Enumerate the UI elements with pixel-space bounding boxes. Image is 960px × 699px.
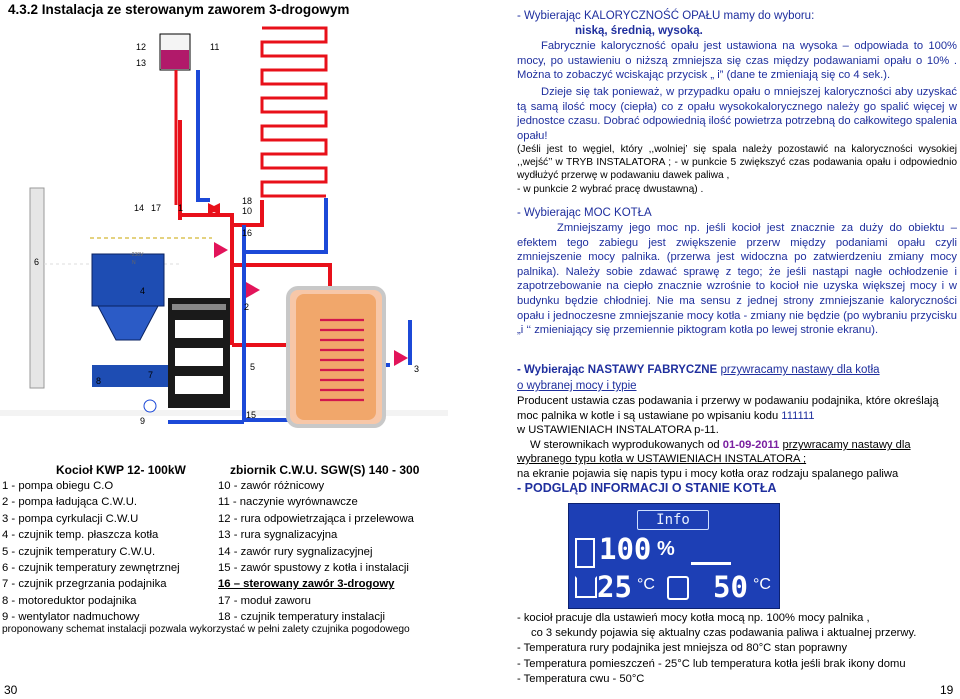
house-icon bbox=[575, 576, 597, 598]
radiator-coil bbox=[262, 28, 326, 196]
s3-paragraph-1: Producent ustawia czas podawania i przerwy w podawaniu podajnika, które określają moc palnika w kotle i są ustawiane po wpisaniu kodu 111111 w USTAWIENIACH INSTALATORA p-11. bbox=[517, 395, 939, 437]
tap-icon bbox=[667, 576, 689, 600]
screen-t2-unit: °C bbox=[753, 576, 771, 593]
screen-power-unit: % bbox=[657, 538, 675, 560]
label-8: 8 bbox=[96, 376, 102, 386]
legend-row: 8 - motoreduktor podajnika 17 - moduł zaworu bbox=[2, 594, 311, 607]
s1-paragraph-3: (Jeśli jest to węgiel, który ,,wolniej’ się spala należy pozostawić na kaloryczności wysokiej ,,wejść’’ w TRYB INSTALATORA ; - w punkcie 5 zwiększyć czas podawania opału i odpowiednio wydłużyć przerwę w podawaniu dawek paliwa , bbox=[517, 144, 957, 182]
controller-screen bbox=[568, 503, 780, 609]
label-16: 16 bbox=[242, 228, 253, 238]
label-5: 5 bbox=[250, 362, 256, 372]
section-title: 4.3.2 Instalacja ze sterowanym zaworem 3-drogowym bbox=[8, 2, 350, 17]
house-wall bbox=[30, 188, 44, 388]
boiler-heading: Kocioł KWP 12- 100kW bbox=[56, 463, 186, 477]
legend-row: 5 - czujnik temperatury C.W.U. 14 - zawór rury sygnalizacyjnej bbox=[2, 545, 373, 558]
label-1: 1 bbox=[178, 203, 184, 213]
legend-row: 6 - czujnik temperatury zewnętrznej 15 - zawór spustowy z kotła i instalacji bbox=[2, 561, 409, 574]
s1-paragraph-2: Dzieje się tak ponieważ, w przypadku opału o mniejszej kaloryczności aby uzyskać tą samą ilość mocy (ciepła) co z opału wysokokalorycznego należy go spalić więcej w jednostce czasu. Dobrać odpowiednią ilość powietrza potrzebną do całkowitego spalenia opału! bbox=[517, 86, 957, 142]
page-number-left: 30 bbox=[4, 683, 18, 697]
screen-title: Info bbox=[637, 510, 709, 530]
dhw-tank bbox=[288, 288, 384, 426]
legend-note: proponowany schemat instalacji pozwala wykorzystać w pełni zalety czujnika pogodowego bbox=[2, 624, 410, 635]
screen-power: 100 bbox=[599, 532, 652, 566]
page-number-right: 19 bbox=[940, 683, 954, 697]
label-10: 10 bbox=[242, 206, 253, 216]
s4-heading: - PODGLĄD INFORMACJI O STANIE KOTŁA bbox=[517, 481, 777, 495]
legend-row: 2 - pompa ładująca C.W.U. 11 - naczynie wyrównawcze bbox=[2, 496, 358, 509]
bullet-item: - kocioł pracuje dla ustawień mocy kotła mocą np. 100% mocy palnika , bbox=[517, 612, 870, 624]
s3-line-2: o wybranej mocy i typie bbox=[517, 380, 637, 392]
s3-paragraph-2-line-2: wybranego typu kotła w USTAWIENIACH INSTALATORA ; bbox=[517, 453, 807, 465]
s3-paragraph-2: W sterownikach wyprodukowanych od 01-09-2011 przywracamy nastawy dla bbox=[530, 439, 911, 451]
legend-row: 1 - pompa obiegu C.O 10 - zawór różnicowy bbox=[2, 480, 325, 492]
screen-t1: 25 bbox=[597, 570, 632, 604]
feeder-icon bbox=[691, 536, 731, 565]
installation-diagram bbox=[0, 20, 448, 460]
bullet-item: - Temperatura pomieszczeń - 25°C lub temperatura kotła jeśli brak ikony domu bbox=[517, 657, 906, 670]
bullet-item: - Temperatura rury podajnika jest mniejsza od 80°C stan poprawny bbox=[517, 642, 848, 655]
label-13: 13 bbox=[136, 58, 147, 68]
s3-paragraph-3: na ekranie pojawia się napis typu i mocy kotła oraz rodzaju spalanego paliwa bbox=[517, 468, 899, 480]
label-2: 2 bbox=[244, 302, 250, 312]
label-4: 4 bbox=[140, 286, 146, 296]
bullet-item: - Temperatura cwu - 50°C bbox=[517, 672, 645, 685]
label-12: 12 bbox=[136, 42, 147, 52]
tank-heading: zbiornik C.W.U. SGW(S) 140 - 300 bbox=[230, 463, 420, 477]
label-n: N bbox=[132, 260, 136, 266]
s1-heading: - Wybierając KALORYCZNOŚĆ OPAŁU mamy do wyboru: bbox=[517, 10, 815, 22]
s1-options: niską, średnią, wysoką. bbox=[575, 25, 703, 37]
screen-t1-unit: °C bbox=[637, 576, 655, 593]
screen-t2: 50 bbox=[713, 570, 748, 604]
label-230v: -230V bbox=[130, 252, 144, 258]
label-17: 17 bbox=[151, 203, 162, 213]
legend-row: 7 - czujnik przegrzania podajnika 16 – sterowany zawór 3-drogowy bbox=[2, 578, 395, 591]
label-11: 11 bbox=[210, 42, 220, 52]
label-9: 9 bbox=[140, 416, 146, 426]
diagram-svg bbox=[0, 20, 448, 460]
legend-row: 4 - czujnik temp. płaszcza kotła 13 - rura sygnalizacyjna bbox=[2, 529, 338, 542]
label-15: 15 bbox=[246, 410, 257, 420]
legend-row: 9 - wentylator nadmuchowy 18 - czujnik temperatury instalacji bbox=[2, 611, 386, 624]
label-18: 18 bbox=[242, 196, 253, 206]
s1-paragraph-3-last: - w punkcie 2 wybrać pracę dwustawną) . bbox=[517, 184, 704, 195]
s3-heading: - Wybierając NASTAWY FABRYCZNE przywracamy nastawy dla kotła bbox=[517, 364, 880, 376]
label-6: 6 bbox=[34, 257, 40, 267]
bullet-item: co 3 sekundy pojawia się aktualny czas podawania paliwa i aktualnej przerwy. bbox=[531, 627, 917, 640]
label-7: 7 bbox=[148, 370, 154, 380]
s2-paragraph: Zmniejszamy jego moc np. jeśli kocioł jest znacznie za duży do obiektu – efektem tego zabiegu jest zwiększenie przerw między podaniami opału czyli zmniejszenie mocy palnika. (przerwa jest widoczna po zatwierdzeniu zmiany mocy palnika). Należy sobie zdawać sprawę z tego; że jeśli nastąpi nagłe ochłodzenie i zapotrzebowanie na ciepło znacznie wzrośnie to kocioł nie uzyska większej mocy i w budynku będzie chłodniej. Nie ma sensu z jednej strony zmniejszanie kaloryczności opału i jednoczesne zmniejszanie mocy kotła - zmiany nie będzie (po wybraniu przycisku „i ‘‘ zmieniający się przemiennie piktogram kotła po lewej stronie ekranu). bbox=[517, 222, 957, 337]
legend-list bbox=[2, 479, 414, 627]
label-14: 14 bbox=[134, 203, 145, 213]
s1-paragraph-1: Fabrycznie kaloryczność opału jest ustawiona na wysoka – odpowiada to 100% mocy, po ustawieniu o niższą zmniejsza się czas między podawaniami opału o 10% . Można to zobaczyć wciskając przycisk „ i” (dane te zmieniają się co 4 sek.). bbox=[517, 40, 957, 82]
label-3: 3 bbox=[414, 364, 420, 374]
info-bullets bbox=[517, 611, 916, 687]
boiler bbox=[92, 254, 230, 412]
s2-heading: - Wybierając MOC KOTŁA bbox=[517, 207, 652, 219]
legend-row: 3 - pompa cyrkulacji C.W.U 12 - rura odpowietrzająca i przelewowa bbox=[2, 512, 414, 525]
boiler-icon bbox=[575, 538, 595, 568]
